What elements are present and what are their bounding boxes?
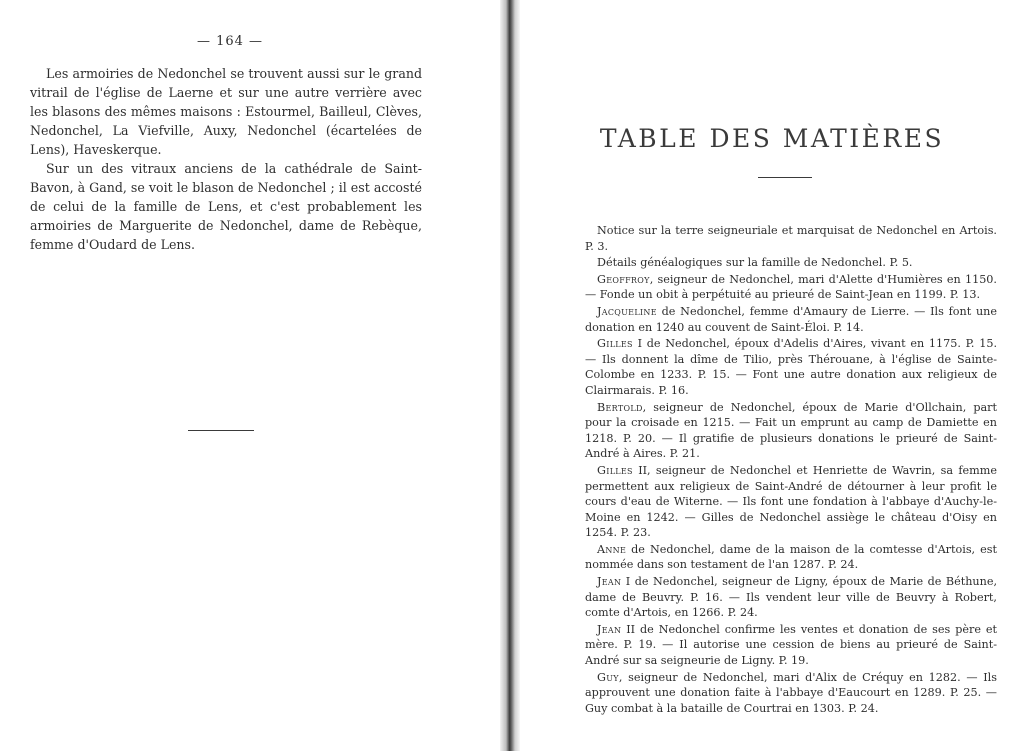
title-divider — [758, 177, 812, 178]
left-page — [0, 0, 500, 751]
toc-entry: Jean II de Nedonchel confirme les ventes et donation de ses père et mère. P. 19. — Il autorise une cession de biens au prieuré de Saint-André sur sa seigneurie de Ligny. P. 19. — [585, 622, 997, 668]
toc-entry: Geoffroy, seigneur de Nedonchel, mari d'Alette d'Humières en 1150. — Fonde un obit à perpétuité au prieuré de Saint-Jean en 1199. P. 13. — [585, 272, 997, 302]
toc-entry: Gilles II, seigneur de Nedonchel et Henriette de Wavrin, sa femme permettent aux religieux de Saint-André de détourner à leur profit le cours d'eau de Witerne. — Ils font une fondation à l'abbaye d'Auchy-le-Moine en 1242. — Gilles de Nedonchel assiège le château d'Oisy en 1254. P. 23. — [585, 463, 997, 540]
toc-entry: Jean I de Nedonchel, seigneur de Ligny, époux de Marie de Béthune, dame de Beuvry. P. 16. — Ils vendent leur ville de Beuvry à Robert, comte d'Artois, en 1266. P. 24. — [585, 575, 997, 620]
toc-entry: Jacqueline de Nedonchel, femme d'Amaury de Lierre. — Ils font une donation en 1240 au couvent de Saint-Éloi. P. 14. — [585, 304, 997, 334]
page-number: — 164 — — [196, 34, 264, 49]
paragraph: Sur un des vitraux anciens de la cathédrale de Saint-Bavon, à Gand, se voit le blason de Nedonchel ; il est accosté de celui de la famille de Lens, et c'est probablement les armoiries de Marguerite de Nedonchel, dame de Rebèque, femme d'Oudard de Lens. — [30, 161, 422, 252]
left-page-text — [30, 64, 422, 254]
book-gutter — [500, 0, 520, 751]
toc-title: TABLE DES MATIÈRES — [599, 124, 945, 153]
section-divider — [188, 430, 254, 431]
toc-entry: Détails généalogiques sur la famille de Nedonchel. P. 5. — [597, 256, 913, 270]
toc-entry: Bertold, seigneur de Nedonchel, époux de Marie d'Ollchain, part pour la croisade en 1215. — Fait un emprunt au camp de Damiette en 1218. P. 20. — Il gratifie de plusieurs donations le prieuré de Saint-André à Aires. P. 21. — [585, 400, 997, 461]
toc-entry: Anne de Nedonchel, dame de la maison de la comtesse d'Artois, est nommée dans son testament de l'an 1287. P. 24. — [585, 542, 997, 572]
toc-entry: Guy, seigneur de Nedonchel, mari d'Alix de Créquy en 1282. — Ils approuvent une donation faite à l'abbaye d'Eaucourt en 1289. P. 25. — Guy combat à la bataille de Courtrai en 1303. P. 24. — [585, 670, 997, 715]
paragraph: Les armoiries de Nedonchel se trouvent aussi sur le grand vitrail de l'église de Laerne et sur une autre verrière avec les blasons des mêmes maisons : Estourmel, Bailleul, Clèves, Nedonchel, La Viefville, Auxy, Nedonchel (écartelées de Lens), Haveskerque. — [30, 66, 422, 157]
toc-list — [585, 223, 997, 717]
toc-entry: Gilles I de Nedonchel, époux d'Adelis d'Aires, vivant en 1175. P. 15. — Ils donnent la dîme de Tilio, près Thérouane, à l'église de Sainte-Colombe en 1233. P. 15. — Font une autre donation aux religieux de Clairmarais. P. 16. — [585, 337, 997, 397]
toc-entry: Notice sur la terre seigneuriale et marquisat de Nedonchel en Artois. P. 3. — [585, 224, 997, 253]
right-page — [520, 0, 1024, 751]
